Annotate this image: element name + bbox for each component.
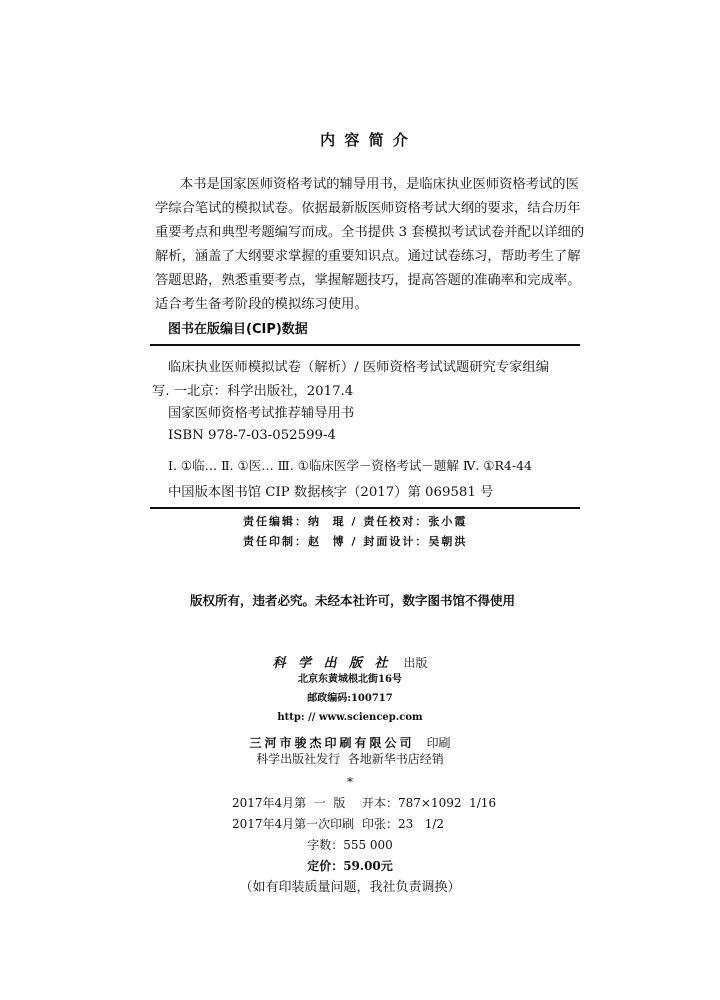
intro-line: 本书是国家医师资格考试的辅导用书，是临床执业医师资格考试的医 [180, 177, 579, 192]
edition: 2017年4月第 一 版 [232, 796, 346, 810]
cip-heading: 图书在版编目(CIP)数据 [168, 322, 308, 337]
cip-classification: Ⅰ. ①临… Ⅱ. ①医… Ⅲ. ①临床医学－资格考试－题解 Ⅳ. ①R4-44 [168, 458, 533, 473]
publisher-postcode: 邮政编码:100717 [307, 693, 393, 704]
credits-line2: 责任印制：赵 博 / 封面设计：吴朝洪 [243, 535, 468, 548]
printer-line [150, 732, 550, 751]
credits-line1: 责任编辑：纳 琨 / 责任校对：张小霞 [243, 515, 468, 528]
printer-action: 印刷 [426, 736, 451, 750]
intro-line: 答题思路，熟悉重要考点，掌握解题技巧，提高答题的准确率和完成率。 [155, 273, 581, 288]
cip-rule-top [150, 344, 580, 346]
publisher-address: 北京东黄城根北街16号 [298, 674, 402, 685]
publisher-name: 科 学 出 版 社 [272, 656, 392, 671]
publisher-action: 出版 [403, 656, 428, 670]
intro-line: 重要考点和典型考题编写而成。全书提供 3 套模拟考试试卷并配以详细的 [155, 225, 585, 240]
rights-notice: 版权所有，违者必究。未经本社许可，数字图书馆不得使用 [190, 593, 516, 608]
distribution-line: 科学出版社发行 各地新华书店经销 [256, 752, 444, 766]
cip-series: 国家医师资格考试推荐辅导用书 [168, 406, 355, 421]
sheets: 印张：23 1/2 [362, 817, 445, 831]
cip-entry-line2: 写. 一北京：科学出版社，2017.4 [152, 384, 354, 399]
intro-line: 适合考生备考阶段的模拟练习使用。 [155, 297, 368, 312]
word-count: 字数：555 000 [307, 838, 393, 852]
printer-name: 三河市骏杰印刷有限公司 [249, 736, 415, 750]
cip-record-number: 中国版本图书馆 CIP 数据核字（2017）第 069581 号 [168, 485, 494, 500]
intro-title: 内 容 简 介 [320, 131, 410, 149]
cip-isbn: ISBN 978-7-03-052599-4 [168, 428, 336, 443]
separator-asterisk: * [347, 775, 353, 789]
publisher-website: http: // www.sciencep.com [277, 712, 423, 723]
printing-row [232, 817, 444, 831]
intro-line: 学综合笔试的模拟试卷。依据最新版医师资格考试大纲的要求，结合历年 [155, 201, 581, 216]
cip-entry-line1: 临床执业医师模拟试卷（解析）/ 医师资格考试试题研究专家组编 [168, 360, 550, 375]
price: 定价：59.00元 [307, 859, 393, 873]
edition-row [232, 796, 496, 810]
printing: 2017年4月第一次印刷 [232, 817, 355, 831]
format: 开本：787×1092 1/16 [362, 796, 497, 810]
intro-line: 解析，涵盖了大纲要求掌握的重要知识点。通过试卷练习，帮助考生了解 [155, 249, 581, 264]
publisher-line [150, 652, 550, 672]
quality-notice: （如有印装质量问题，我社负责调换） [239, 880, 461, 895]
cip-rule-bottom [150, 507, 580, 509]
